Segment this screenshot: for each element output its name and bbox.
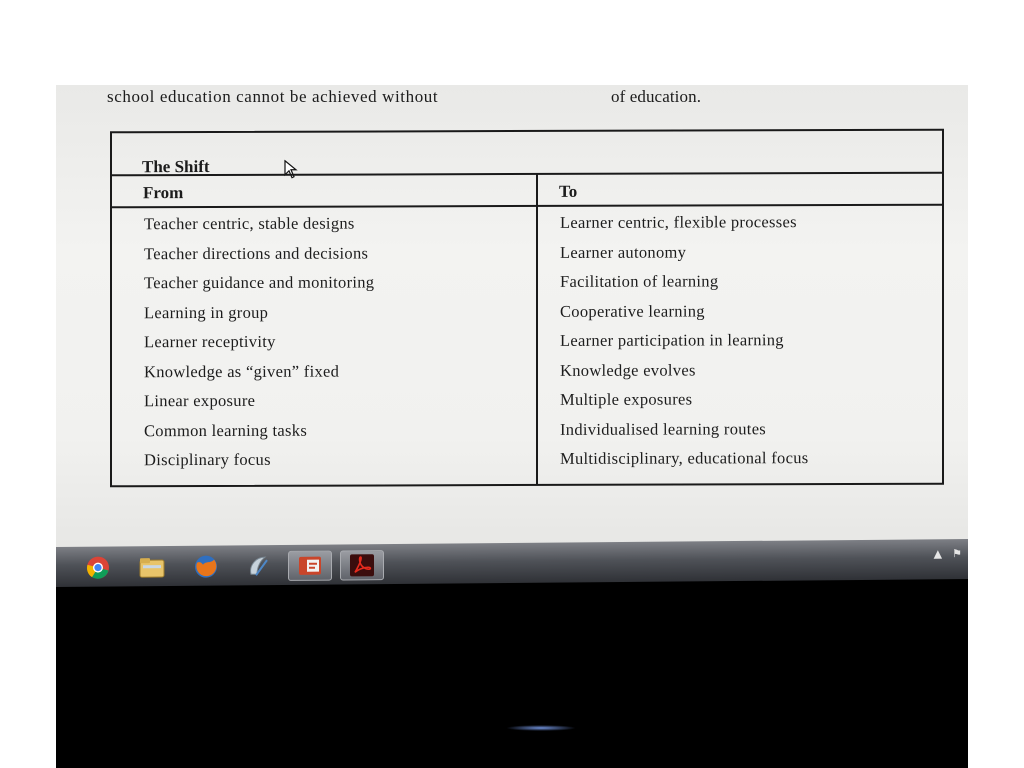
to-item: Learner centric, flexible processes: [560, 212, 797, 232]
firefox-icon: [194, 555, 218, 579]
to-item: Learner participation in learning: [560, 330, 784, 350]
from-item: Common learning tasks: [144, 420, 308, 440]
scanner-icon: [247, 554, 269, 578]
to-item: Facilitation of learning: [560, 271, 719, 291]
taskbar-powerpoint-button[interactable]: [288, 551, 332, 581]
windows-taskbar: [56, 539, 968, 587]
from-item: Teacher centric, stable designs: [144, 213, 355, 234]
taskbar-explorer-button[interactable]: [130, 552, 174, 582]
to-column: [560, 211, 808, 477]
document-line-left: school education cannot be achieved without: [107, 87, 439, 106]
table-divider-top: [112, 172, 942, 177]
monitor-power-light: [506, 725, 576, 731]
to-item: Cooperative learning: [560, 300, 705, 321]
taskbar-chrome-button[interactable]: [76, 552, 120, 582]
acrobat-icon: [349, 553, 375, 577]
tray-expand-icon[interactable]: ▲: [933, 547, 943, 561]
table-column-divider: [536, 173, 538, 484]
monitor-photo: [56, 85, 968, 768]
document-viewer: [56, 85, 968, 555]
to-item: Knowledge evolves: [560, 359, 696, 380]
from-item: Learning in group: [144, 302, 269, 322]
table-divider-header: [112, 204, 942, 209]
column-header-to: To: [559, 181, 578, 201]
shift-table: [110, 129, 944, 488]
from-item: Knowledge as “given” fixed: [144, 361, 340, 381]
from-item: Linear exposure: [144, 390, 256, 411]
taskbar-acrobat-button[interactable]: [340, 550, 384, 580]
from-item: Teacher guidance and monitoring: [144, 272, 375, 293]
taskbar-firefox-button[interactable]: [184, 551, 228, 581]
from-item: Teacher directions and decisions: [144, 242, 369, 263]
to-item: Individualised learning routes: [560, 418, 767, 439]
to-item: Multiple exposures: [560, 389, 693, 409]
chrome-icon: [86, 556, 110, 580]
document-line-right: of education.: [611, 87, 702, 106]
table-title: The Shift: [142, 156, 210, 177]
from-column: [144, 212, 374, 478]
mouse-cursor-icon: [284, 160, 300, 180]
column-header-from: From: [143, 183, 184, 203]
tray-flag-icon[interactable]: ⚑: [952, 547, 962, 561]
from-item: Learner receptivity: [144, 331, 276, 352]
explorer-icon: [139, 556, 165, 578]
to-item: Multidisciplinary, educational focus: [560, 448, 809, 468]
from-item: Disciplinary focus: [144, 449, 271, 470]
powerpoint-icon: [297, 555, 323, 577]
system-tray: [934, 547, 962, 560]
taskbar-scanner-button[interactable]: [236, 551, 280, 581]
to-item: Learner autonomy: [560, 241, 687, 262]
